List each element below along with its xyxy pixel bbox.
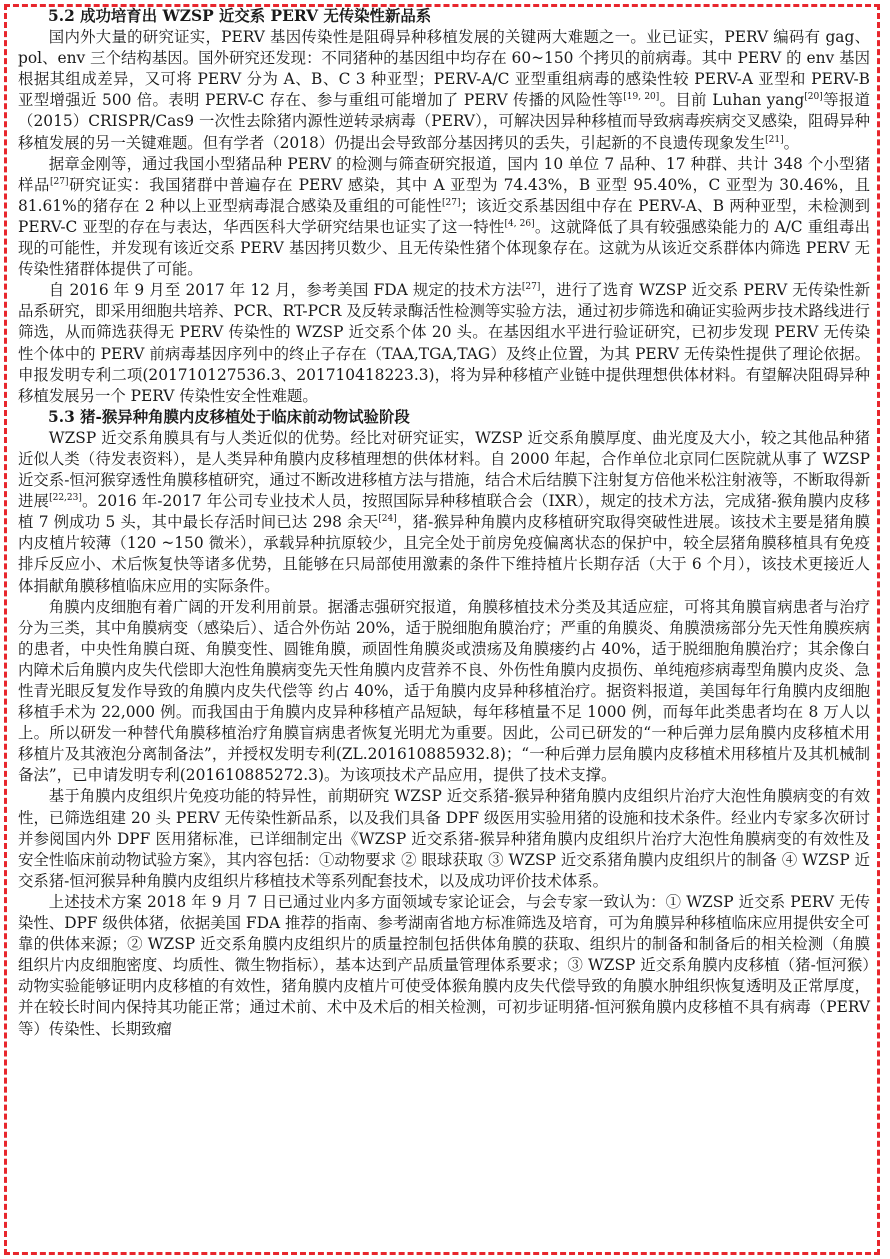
citation-ref: [4, 26] — [504, 218, 535, 229]
paragraph: 上述技术方案 2018 年 9 月 7 日已通过业内多方面领域专家论证会，与会专家一致认为：① WZSP 近交系 PERV 无传染性、DPF 级供体猪，依据美国 FDA 推荐的指南、参考湖南省地方标准筛选及培育，可为角膜异种移植临床应用提供安全可靠的供体来源；② WZSP 近交系角膜内皮组织片的质量控制包括供体角膜的获取、组织片的制备和制备后的相关检测（角膜组织片内皮细胞密度、均质性、微生物指标），基本达到产品质量管理体系要求；③ WZSP 近交系角膜内皮移植（猪-恒河猴）动物实验能够证明内皮移植的有效性，猪角膜内皮植片可使受体猴角膜内皮失代偿导致的角膜水肿组织恢复透明及正常厚度，并在较长时间内保持其功能正常；通过术前、术中及术后的相关检测，可初步证明猪-恒河猴角膜内皮移植不具有病毒（PERV 等）传染性、长期致瘤 — [18, 892, 870, 1038]
section-heading-5-2: 5.2 成功培育出 WZSP 近交系 PERV 无传染性新品系 — [48, 7, 432, 25]
paragraph: 基于角膜内皮组织片免疫功能的特异性，前期研究 WZSP 近交系猪-猴异种猪角膜内皮组织片治疗大泡性角膜病变的有效性，已筛选组建 20 头 PERV 无传染性新品系，以及我们具备 DPF 级医用实验用猪的设施和技术条件。经业内专家多次研讨并参阅国内外 DPF 医用猪标准，已详细制定出《WZSP 近交系猪-猴异种猪角膜内皮组织片治疗大泡性角膜病变的有效性及安全性临床前动物试验方案》，其内容包括：①动物要求 ② 眼球获取 ③ WZSP 近交系猪角膜内皮组织片的制备 ④ WZSP 近交系猪-恒河猴异种角膜内皮组织片移植技术等系列配套技术，以及成功评价技术体系。 — [18, 787, 870, 890]
document-body — [18, 6, 870, 1040]
citation-ref: [20] — [804, 92, 823, 103]
citation-ref: [27] — [442, 197, 461, 208]
citation-ref: [27] — [50, 176, 69, 187]
paragraph: 角膜内皮细胞有着广阔的开发利用前景。据潘志强研究报道，角膜移植技术分类及其适应症，可将其角膜盲病患者与治疗分为三类，其中角膜病变（感染后）、适合外伤站 20%，适于脱细胞角膜治疗；严重的角膜炎、角膜溃疡部分先天性角膜疾病的患者，中央性角膜白斑、角膜变性、圆锥角膜，顽固性角膜炎或溃疡及角膜瘘约占 40%，适于脱细胞角膜治疗；其余像白内障术后角膜内皮失代偿即大泡性角膜病变先天性角膜内皮营养不良、外伤性角膜内皮损伤、单纯疱疹病毒型角膜内皮炎、急性青光眼反复发作导致的角膜内皮失代偿等 约占 40%，适于角膜内皮异种移植治疗。据资料报道，美国每年行角膜内皮细胞移植手术为 22,000 例。而我国由于角膜内皮异种移植产品短缺，每年移植量不足 1000 例，而每年此类患者均在 8 万人以上。所以研发一种替代角膜移植治疗角膜盲病患者恢复光明尤为重要。因此，公司已研发的“一种后弹力层角膜内皮移植术用移植片及其液泡分离制备法”，并授权发明专利(ZL.201610885932.8)；“一种后弹力层角膜内皮移植术用移植片及其机械制备法”，已申请发明专利(201610885272.3)。为该项技术产品应用，提供了技术支撑。 — [18, 597, 870, 785]
paragraph: 自 2016 年 9 月至 2017 年 12 月，参考美国 FDA 规定的技术方法[27]，进行了选育 WZSP 近交系 PERV 无传染性新品系研究，即采用细胞共培养、PCR、RT-PCR 及反转录酶活性检测等实验方法，通过初步筛选和确证实验两步技术路线进行筛选，从而筛选获得无 PERV 传染性的 WZSP 近交系个体 20 头。在基因组水平进行验证研究，已初步发现 PERV 无传染性个体中的 PERV 前病毒基因序列中的终止子存在（TAA,TGA,TAG）及终止位置，为其 PERV 无传染性提供了理论依据。申报发明专利二项(201710127536.3、201710418223.3)，将为异种移植产业链中提供理想供体材料。有望解决阻碍异种移植发展另一个 PERV 传染性安全性难题。 — [18, 281, 870, 405]
paragraph: 据章金刚等，通过我国小型猪品种 PERV 的检测与筛查研究报道，国内 10 单位 7 品种、17 种群、共计 348 个小型猪样品[27]研究证实：我国猪群中普遍存在 PERV 感染，其中 A 亚型为 74.43%，B 亚型 95.40%，C 亚型为 30.46%，且 81.61%的猪存在 2 种以上亚型病毒混合感染及重组的可能性[27]；该近交系基因组中存在 PERV-A、B 两种亚型，未检测到 PERV-C 亚型的存在与表达，华西医科大学研究结果也证实了这一特性[4, 26]。这就降低了具有较强感染能力的 A/C 重组毒出现的可能性，并发现有该近交系 PERV 基因拷贝数少、且无传染性猪个体现象存在。这就为从该近交系群体内筛选 PERV 无传染性猪群体提供了可能。 — [18, 154, 870, 279]
paragraph: 国内外大量的研究证实，PERV 基因传染性是阻碍异种移植发展的关键两大难题之一。业已证实，PERV 编码有 gag、pol、env 三个结构基因。国外研究还发现：不同猪种的基因组中均存在 60~150 个拷贝的前病毒。其中 PERV 的 env 基因根据其组成差异，又可将 PERV 分为 A、B、C 3 种亚型；PERV-A/C 亚型重组病毒的感染性较 PERV-A 亚型和 PERV-B 亚型增强近 500 倍。表明 PERV-C 存在、参与重组可能增加了 PERV 传播的风险性等[19, 20]。目前 Luhan yang[20]等报道（2015）CRISPR/Cas9 一次性去除猪内源性逆转录病毒（PERV），可解决因异种移植而导致病毒疾病交叉感染，阻碍异种移植发展的另一关键难题。但有学者（2018）仍提出会导致部分基因拷贝的丢失，引起新的不良遗传现象发生[21]。 — [18, 28, 870, 152]
citation-ref: [22,23] — [49, 493, 82, 504]
citation-ref: [19, 20] — [623, 92, 660, 103]
citation-ref: [21] — [765, 134, 784, 145]
section-heading-5-3: 5.3 猪-猴异种角膜内皮移植处于临床前动物试验阶段 — [48, 407, 410, 426]
paragraph: WZSP 近交系角膜具有与人类近似的优势。经比对研究证实，WZSP 近交系角膜厚度、曲光度及大小，较之其他品种猪近似人类（待发表资料），是人类异种角膜内皮移植理想的供体材料。自 2000 年起，合作单位北京同仁医院就从事了 WZSP 近交系-恒河猴穿透性角膜移植研究，通过不断改进移植方法与措施，结合术后结膜下注射复方倍他米松注射液等，不断取得新进展[22,23]。2016 年-2017 年公司专业技术人员，按照国际异种移植联合会（IXR），规定的技术方法，完成猪-猴角膜内皮移植 7 例成功 5 头，其中最长存活时间已达 298 余天[24]，猪-猴异种角膜内皮移植研究取得突破性进展。该技术主要是猪角膜内皮植片较薄（120 ~150 微米），承载异种抗原较少，且完全处于前房免疫偏离状态的保护中，较全层猪角膜移植具有免疫排斥反应小、术后恢复快等诸多优势，且能够在只局部使用激素的条件下维持植片长期存活（大于 6 个月），该技术更接近人体捐献角膜移植临床应用的实际条件。 — [18, 428, 870, 595]
citation-ref: [27] — [521, 282, 541, 293]
citation-ref: [24] — [378, 514, 397, 525]
